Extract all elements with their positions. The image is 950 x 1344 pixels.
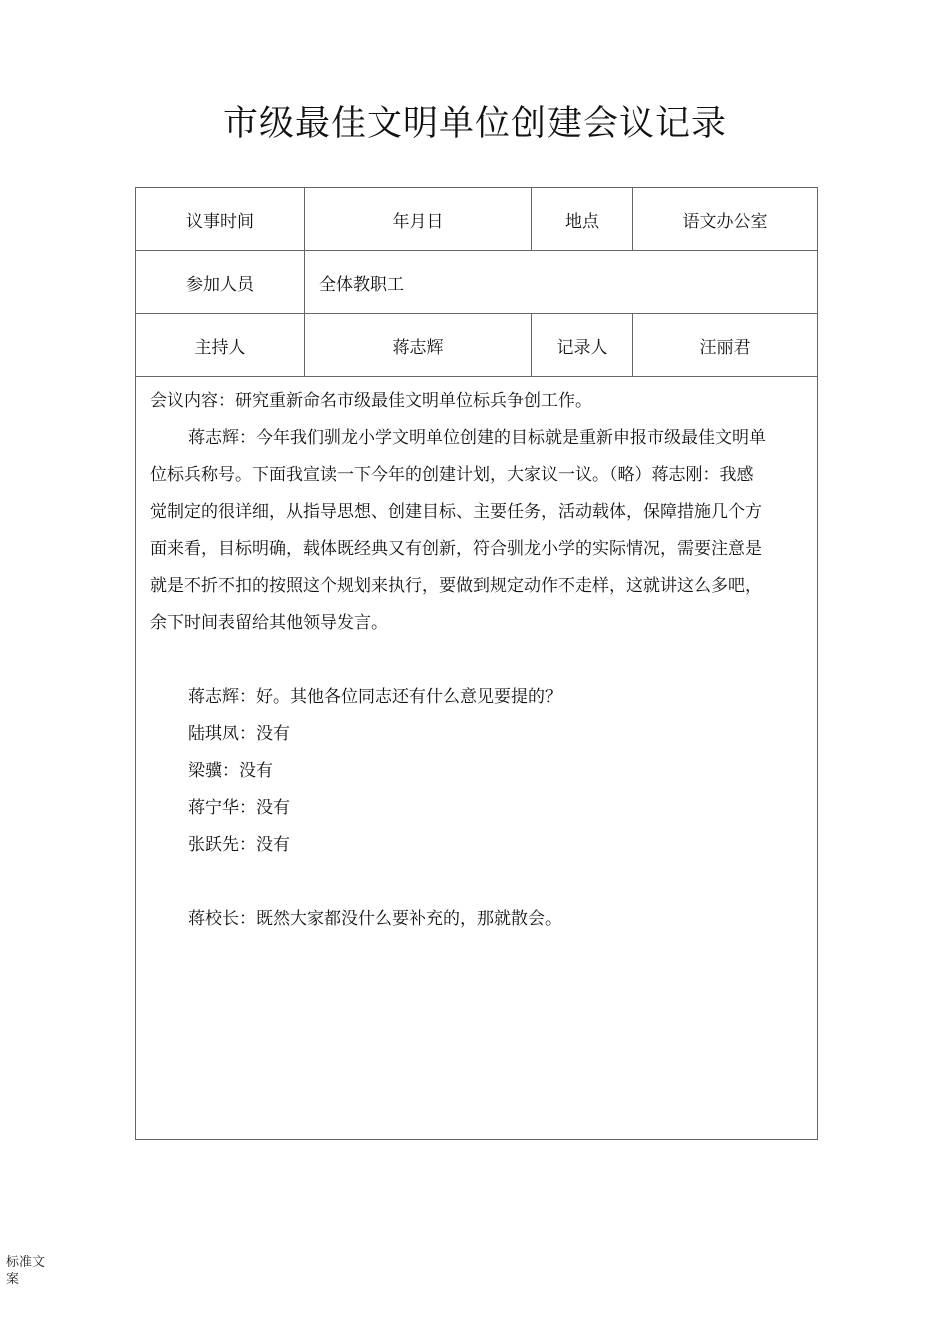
- spacer: [150, 642, 803, 679]
- attendees-row: [136, 251, 818, 314]
- meeting-subject: 会议内容：研究重新命名市级最佳文明单位标兵争创工作。: [150, 391, 592, 411]
- host-question: 蒋志辉：好。其他各位同志还有什么意见要提的？: [188, 687, 562, 707]
- time-value: 年月日: [305, 188, 532, 251]
- footer-label: 标准文案: [6, 1255, 46, 1287]
- reply-line: 陆琪凤：没有: [188, 724, 290, 744]
- paragraph-line: 就是不折不扣的按照这个规划来执行，要做到规定动作不走样，这就讲这么多吧，: [150, 576, 762, 596]
- place-label: 地点: [532, 188, 633, 251]
- attendees-label: 参加人员: [136, 251, 305, 314]
- time-label: 议事时间: [136, 188, 305, 251]
- closing-line: 蒋校长：既然大家都没什么要补充的，那就散会。: [188, 909, 562, 929]
- place-value: 语文办公室: [633, 188, 818, 251]
- paragraph-line: 面来看，目标明确，载体既经典又有创新，符合驯龙小学的实际情况，需要注意是: [150, 539, 762, 559]
- reply-line: 蒋宁华：没有: [188, 798, 290, 818]
- paragraph-line: 觉制定的很详细，从指导思想、创建目标、主要任务，活动载体，保障措施几个方: [150, 502, 762, 522]
- meeting-record-table: [135, 187, 818, 1140]
- content-row: [136, 377, 818, 1140]
- time-place-row: [136, 188, 818, 251]
- recorder-value: 汪丽君: [633, 314, 818, 377]
- host-label: 主持人: [136, 314, 305, 377]
- paragraph-line: 余下时间表留给其他领导发言。: [150, 613, 388, 633]
- document-title: 市级最佳文明单位创建会议记录: [222, 104, 727, 144]
- paragraph-line: 蒋志辉：今年我们驯龙小学文明单位创建的目标就是重新申报市级最佳文明单: [188, 428, 766, 448]
- reply-line: 梁骥：没有: [188, 761, 273, 781]
- spacer: [150, 864, 803, 901]
- host-recorder-row: [136, 314, 818, 377]
- recorder-label: 记录人: [532, 314, 633, 377]
- attendees-value: 全体教职工: [305, 251, 818, 314]
- meeting-content: [136, 377, 818, 1140]
- reply-line: 张跃先：没有: [188, 835, 290, 855]
- paragraph-line: 位标兵称号。下面我宣读一下今年的创建计划，大家议一议。（略）蒋志刚：我感: [150, 465, 754, 485]
- host-value: 蒋志辉: [305, 314, 532, 377]
